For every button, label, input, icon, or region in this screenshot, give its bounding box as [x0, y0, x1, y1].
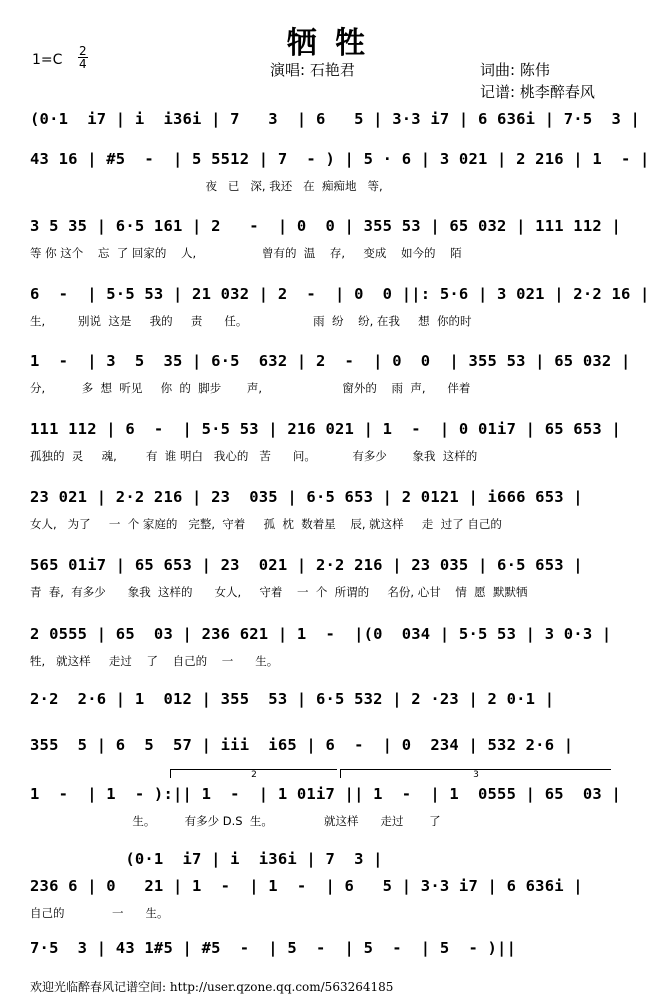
lyric-line: 生, 别说 这是 我的 责 任。 雨 纷 纷, 在我 想 你的时 — [30, 314, 472, 328]
lyric-line: 分, 多 想 听见 你 的 脚步 声, 窗外的 雨 声, 伴着 — [30, 381, 471, 395]
composer-credit: 词曲: 陈伟 — [480, 61, 550, 79]
lyric-line: 生。 有多少 D.S 生。 就这样 走过 了 — [30, 814, 441, 828]
time-signature-bottom: 4 — [79, 57, 87, 71]
notation-line: 2·2 2·6 | 1 012 | 355 53 | 6·5 532 | 2 ·23 | 2 0·1 | — [30, 690, 555, 708]
lyric-line: 自己的 一 生。 — [30, 906, 169, 920]
lyric-line: 牲, 就这样 走过 了 自己的 一 生。 — [30, 654, 279, 668]
lyric-line: 青 春, 有多少 象我 这样的 女人, 守着 一 个 所谓的 名份, 心甘 情 愿 默默牺 — [30, 585, 528, 599]
lyric-line: 孤独的 灵 魂, 有 谁 明白 我心的 苦 问。 有多少 象我 这样的 — [30, 449, 478, 463]
notation-line: 7·5 3 | 43 1#5 | #5 - | 5 - | 5 - | 5 - )|| — [30, 939, 517, 957]
notation-line: 2 0555 | 65 03 | 236 621 | 1 - |(0 034 | 5·5 53 | 3 0·3 | — [30, 625, 612, 643]
time-signature-top: 2 — [79, 44, 87, 58]
notation-line: 43 16 | #5 - | 5 5512 | 7 - ) | 5 · 6 | 3 021 | 2 216 | 1 - | — [30, 150, 650, 168]
singer-credit: 演唱: 石艳君 — [270, 61, 355, 79]
lyric-line: 等 你 这个 忘 了 回家的 人, 曾有的 温 存, 变成 如今的 陌 — [30, 246, 462, 260]
time-signature — [78, 45, 88, 70]
notation-line: 23 021 | 2·2 216 | 23 035 | 6·5 653 | 2 0121 | i666 653 | — [30, 488, 583, 506]
volta-bracket-2: 2 — [170, 769, 337, 778]
notation-line: 236 6 | 0 21 | 1 - | 1 - | 6 5 | 3·3 i7 | 6 636i | — [30, 877, 583, 895]
lyric-line: 女人, 为了 一 个 家庭的 完整, 守着 孤 枕 数着星 辰, 就这样 走 过了 自己的 — [30, 517, 502, 531]
volta-bracket-3: 3 — [340, 769, 611, 778]
notation-line: (0·1 i7 | i i36i | 7 3 | 6 5 | 3·3 i7 | 6 636i | 7·5 3 | — [30, 110, 641, 128]
footer-link-text: 欢迎光临醉春风记谱空间: http://user.qzone.qq.com/563264185 — [30, 980, 394, 994]
song-title: 牺 牲 — [286, 26, 370, 61]
notation-line: 6 - | 5·5 53 | 21 032 | 2 - | 0 0 ||: 5·6 | 3 021 | 2·2 16 | — [30, 285, 650, 303]
notation-line: (0·1 i7 | i i36i | 7 3 | — [30, 850, 383, 868]
notation-line: 3 5 35 | 6·5 161 | 2 - | 0 0 | 355 53 | 65 032 | 111 112 | — [30, 217, 621, 235]
notation-line: 565 01i7 | 65 653 | 23 021 | 2·2 216 | 23 035 | 6·5 653 | — [30, 556, 583, 574]
notation-line: 111 112 | 6 - | 5·5 53 | 216 021 | 1 - | 0 01i7 | 65 653 | — [30, 420, 621, 438]
notation-line: 1 - | 3 5 35 | 6·5 632 | 2 - | 0 0 | 355 53 | 65 032 | — [30, 352, 631, 370]
notation-line: 355 5 | 6 5 57 | iii i65 | 6 - | 0 234 | 532 2·6 | — [30, 736, 574, 754]
transcriber-credit: 记谱: 桃李醉春风 — [480, 83, 595, 101]
notation-line: 1 - | 1 - ):|| 1 - | 1 01i7 || 1 - | 1 0555 | 65 03 | — [30, 785, 621, 803]
key-signature: 1=C — [32, 52, 63, 68]
lyric-line: 夜 已 深, 我还 在 痴痴地 等, — [30, 179, 383, 193]
